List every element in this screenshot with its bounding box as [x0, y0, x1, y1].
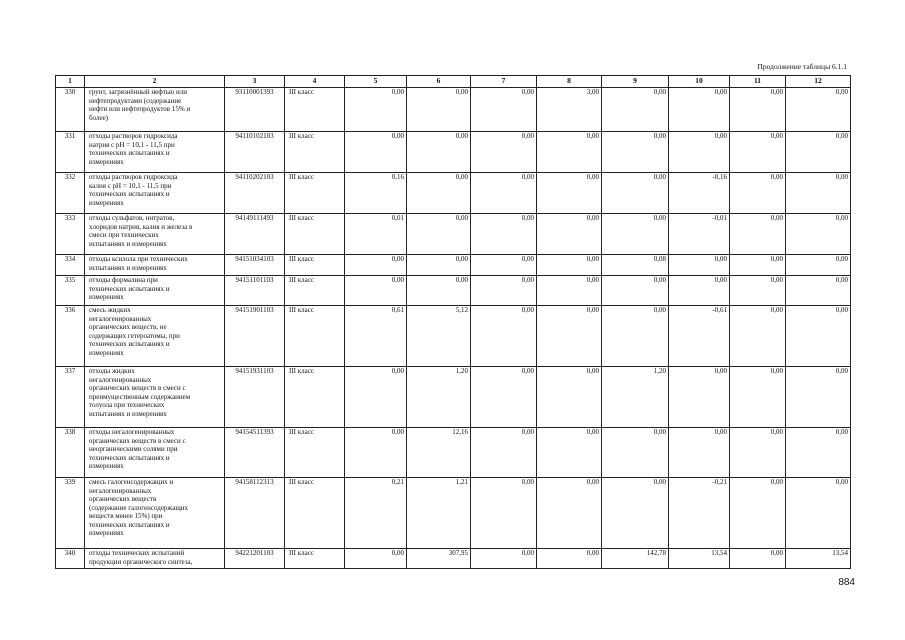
value-cell: 0,00	[407, 173, 471, 214]
table-header-row	[56, 76, 851, 88]
value-cell: 0,00	[730, 255, 786, 276]
value-cell: 3,00	[537, 88, 602, 132]
table-row	[56, 367, 851, 428]
waste-code-cell: 94154511393	[225, 428, 285, 478]
value-cell: -0,61	[669, 306, 730, 367]
value-cell: 0,00	[471, 173, 537, 214]
value-cell: 0,00	[730, 367, 786, 428]
hazard-class-cell: III класс	[285, 549, 345, 569]
table-row	[56, 88, 851, 132]
value-cell: 0,61	[345, 306, 407, 367]
value-cell: 0,00	[407, 132, 471, 173]
waste-name-cell: смесь жидких негалогенированных органических веществ, не содержащих гетероатомы, при технических испытаниях и измерениях	[85, 306, 225, 367]
value-cell: -0,16	[669, 173, 730, 214]
column-header: 6	[407, 76, 471, 88]
column-header: 10	[669, 76, 730, 88]
row-number-cell: 334	[56, 255, 85, 276]
table-row	[56, 549, 851, 569]
value-cell: 0,00	[602, 132, 669, 173]
value-cell: -0,21	[669, 478, 730, 549]
waste-name-cell: отходы ксилола при технических испытаниях и измерениях	[85, 255, 225, 276]
value-cell: 0,00	[537, 549, 602, 569]
value-cell: 0,00	[345, 428, 407, 478]
waste-code-cell: 94158112313	[225, 478, 285, 549]
value-cell: 0,00	[602, 173, 669, 214]
value-cell: 0,00	[407, 276, 471, 306]
hazard-class-cell: III класс	[285, 367, 345, 428]
waste-table	[55, 75, 851, 569]
value-cell: 13,54	[669, 549, 730, 569]
value-cell: 1,21	[407, 478, 471, 549]
value-cell: 0,00	[786, 214, 851, 255]
value-cell: 0,00	[345, 88, 407, 132]
row-number-cell: 339	[56, 478, 85, 549]
value-cell: 0,00	[345, 132, 407, 173]
value-cell: 0,00	[471, 214, 537, 255]
table-row	[56, 428, 851, 478]
hazard-class-cell: III класс	[285, 132, 345, 173]
row-number-cell: 330	[56, 88, 85, 132]
value-cell: 0,08	[602, 255, 669, 276]
value-cell: 0,00	[407, 255, 471, 276]
value-cell: 0,00	[537, 173, 602, 214]
table-row	[56, 255, 851, 276]
value-cell: 0,00	[730, 549, 786, 569]
column-header: 12	[786, 76, 851, 88]
value-cell: 0,00	[537, 428, 602, 478]
table-row	[56, 276, 851, 306]
waste-code-cell: 94110202103	[225, 173, 285, 214]
value-cell: 0,00	[730, 478, 786, 549]
value-cell: 0,00	[786, 255, 851, 276]
value-cell: 0,00	[537, 214, 602, 255]
column-header: 5	[345, 76, 407, 88]
page-number: 884	[838, 577, 855, 588]
value-cell: 0,00	[537, 478, 602, 549]
value-cell: 0,00	[407, 214, 471, 255]
row-number-cell: 332	[56, 173, 85, 214]
value-cell: 0,00	[602, 276, 669, 306]
column-header: 1	[56, 76, 85, 88]
row-number-cell: 333	[56, 214, 85, 255]
column-header: 9	[602, 76, 669, 88]
waste-code-cell: 94151931103	[225, 367, 285, 428]
value-cell: 0,00	[471, 367, 537, 428]
value-cell: 5,12	[407, 306, 471, 367]
hazard-class-cell: III класс	[285, 214, 345, 255]
value-cell: 0,00	[730, 173, 786, 214]
column-header: 7	[471, 76, 537, 88]
value-cell: 0,00	[730, 306, 786, 367]
value-cell: 0,00	[471, 255, 537, 276]
value-cell: 0,00	[786, 88, 851, 132]
hazard-class-cell: III класс	[285, 306, 345, 367]
value-cell: 0,00	[669, 255, 730, 276]
row-number-cell: 335	[56, 276, 85, 306]
waste-code-cell: 94151901103	[225, 306, 285, 367]
value-cell: 0,00	[471, 132, 537, 173]
hazard-class-cell: III класс	[285, 276, 345, 306]
table-row	[56, 132, 851, 173]
value-cell: 0,00	[730, 276, 786, 306]
waste-name-cell: отходы сульфатов, нитратов, хлоридов натрия, калия и железа в смеси при технических испытаниях и измерениях	[85, 214, 225, 255]
waste-code-cell: 93110001393	[225, 88, 285, 132]
waste-code-cell: 94221201103	[225, 549, 285, 569]
hazard-class-cell: III класс	[285, 88, 345, 132]
value-cell: 0,00	[669, 276, 730, 306]
value-cell: -0,01	[669, 214, 730, 255]
waste-name-cell: отходы формалина при технических испытаниях и измерениях	[85, 276, 225, 306]
value-cell: 0,21	[345, 478, 407, 549]
column-header: 2	[85, 76, 225, 88]
waste-code-cell: 94151034103	[225, 255, 285, 276]
waste-name-cell: смесь галогенсодержащих и негалогенированных органических веществ (содержание галогенсодержащих веществ менее 15%) при технических испытаниях и измерениях	[85, 478, 225, 549]
value-cell: 0,00	[537, 367, 602, 428]
column-header: 3	[225, 76, 285, 88]
value-cell: 0,00	[471, 478, 537, 549]
value-cell: 0,00	[407, 88, 471, 132]
waste-code-cell: 94149111493	[225, 214, 285, 255]
value-cell: 0,00	[471, 549, 537, 569]
value-cell: 0,00	[345, 367, 407, 428]
value-cell: 1,20	[407, 367, 471, 428]
value-cell: 12,16	[407, 428, 471, 478]
value-cell: 0,00	[730, 88, 786, 132]
row-number-cell: 337	[56, 367, 85, 428]
value-cell: 0,00	[537, 306, 602, 367]
value-cell: 142,78	[602, 549, 669, 569]
waste-name-cell: отходы жидких негалогенированных органических веществ в смеси с преимущественным содержанием толуола при технических испытаниях и измерениях	[85, 367, 225, 428]
waste-name-cell: отходы негалогенированных органических веществ в смеси с неорганическими солями при технических испытаниях и измерениях	[85, 428, 225, 478]
value-cell: 0,00	[730, 132, 786, 173]
value-cell: 0,00	[602, 428, 669, 478]
table-row	[56, 478, 851, 549]
table-row	[56, 306, 851, 367]
hazard-class-cell: III класс	[285, 173, 345, 214]
value-cell: 0,00	[602, 478, 669, 549]
value-cell: 307,95	[407, 549, 471, 569]
row-number-cell: 331	[56, 132, 85, 173]
value-cell: 0,00	[786, 173, 851, 214]
column-header: 8	[537, 76, 602, 88]
hazard-class-cell: III класс	[285, 478, 345, 549]
value-cell: 0,00	[669, 88, 730, 132]
value-cell: 0,00	[602, 214, 669, 255]
value-cell: 0,00	[786, 478, 851, 549]
value-cell: 1,20	[602, 367, 669, 428]
value-cell: 0,00	[669, 367, 730, 428]
waste-code-cell: 94151101103	[225, 276, 285, 306]
row-number-cell: 338	[56, 428, 85, 478]
value-cell: 0,00	[345, 255, 407, 276]
value-cell: 0,00	[471, 88, 537, 132]
value-cell: 0,00	[669, 132, 730, 173]
value-cell: 0,01	[345, 214, 407, 255]
value-cell: 0,00	[786, 276, 851, 306]
value-cell: 0,00	[471, 276, 537, 306]
value-cell: 0,00	[786, 132, 851, 173]
row-number-cell: 340	[56, 549, 85, 569]
waste-name-cell: грунт, загрязнённый нефтью или нефтепродуктами (содержание нефти или нефтепродуктов 15% и более)	[85, 88, 225, 132]
column-header: 4	[285, 76, 345, 88]
waste-name-cell: отходы технических испытаний продукции органического синтеза,	[85, 549, 225, 569]
waste-code-cell: 94110102103	[225, 132, 285, 173]
value-cell: 0,00	[537, 255, 602, 276]
value-cell: 0,00	[786, 428, 851, 478]
value-cell: 13,54	[786, 549, 851, 569]
value-cell: 0,00	[345, 276, 407, 306]
table-row	[56, 173, 851, 214]
value-cell: 0,16	[345, 173, 407, 214]
value-cell: 0,00	[537, 276, 602, 306]
value-cell: 0,00	[786, 306, 851, 367]
value-cell: 0,00	[730, 428, 786, 478]
table-caption: Продолжение таблицы 6.1.1	[757, 62, 847, 71]
value-cell: 0,00	[537, 132, 602, 173]
hazard-class-cell: III класс	[285, 255, 345, 276]
hazard-class-cell: III класс	[285, 428, 345, 478]
waste-name-cell: отходы растворов гидроксида натрия с pH = 10,1 - 11,5 при технических испытаниях и измерениях	[85, 132, 225, 173]
column-header: 11	[730, 76, 786, 88]
value-cell: 0,00	[730, 214, 786, 255]
value-cell: 0,00	[786, 367, 851, 428]
waste-name-cell: отходы растворов гидроксида калия с pH = 10,1 - 11,5 при технических испытаниях и измерениях	[85, 173, 225, 214]
value-cell: 0,00	[345, 549, 407, 569]
value-cell: 0,00	[602, 88, 669, 132]
value-cell: 0,00	[471, 306, 537, 367]
table-row	[56, 214, 851, 255]
value-cell: 0,00	[669, 428, 730, 478]
row-number-cell: 336	[56, 306, 85, 367]
value-cell: 0,00	[471, 428, 537, 478]
value-cell: 0,00	[602, 306, 669, 367]
